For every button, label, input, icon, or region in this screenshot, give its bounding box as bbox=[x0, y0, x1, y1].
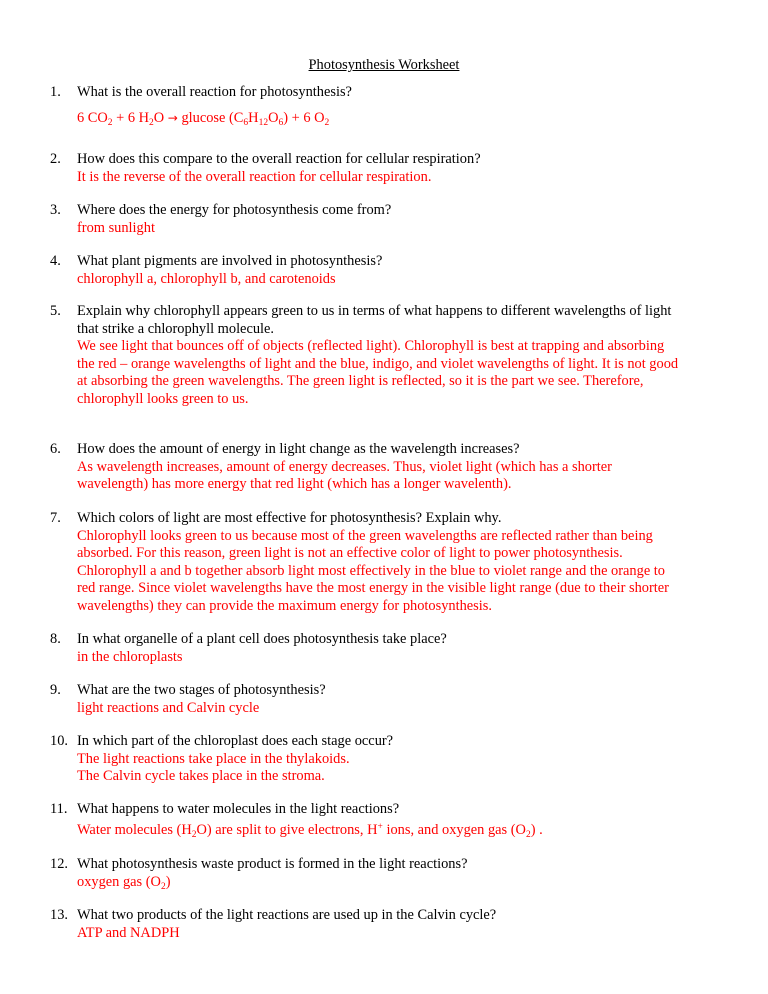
answer-line: The Calvin cycle takes place in the stroma. bbox=[77, 768, 325, 785]
answer-line: We see light that bounces off of objects (reflected light). Chlorophyll is best at trapping and absorbing bbox=[77, 338, 665, 355]
answer-line: absorbed. For this reason, green light is not an effective color of light to power photosynthesis. bbox=[77, 545, 623, 562]
question-text: that strike a chlorophyll molecule. bbox=[77, 320, 275, 337]
question-number: 1. bbox=[50, 84, 61, 100]
question-text: What happens to water molecules in the light reactions? bbox=[77, 801, 400, 817]
answer-line: the red – orange wavelengths of light and the blue, indigo, and violet wavelengths of light. It is not good bbox=[77, 355, 679, 372]
answer-line: Chlorophyll a and b together absorb light most effectively in the blue to violet range and the orange to bbox=[77, 562, 665, 579]
question-number: 9. bbox=[50, 682, 61, 698]
question-1 bbox=[50, 84, 750, 127]
question-number: 2. bbox=[50, 151, 61, 167]
question-text: How does this compare to the overall reaction for cellular respiration? bbox=[77, 151, 481, 167]
question-text: Which colors of light are most effective for photosynthesis? Explain why. bbox=[77, 510, 502, 526]
answer-text: Water molecules $(H_2O)$ are split to give electrons, H+ ions, and oxygen gas $(O_2)$ . bbox=[77, 821, 543, 840]
question-number: 3. bbox=[50, 202, 61, 218]
question-number: 4. bbox=[50, 253, 61, 269]
answer-text: in the chloroplasts bbox=[77, 648, 183, 665]
question-10 bbox=[50, 733, 750, 786]
answer-line: chlorophyll looks green to us. bbox=[77, 390, 249, 407]
question-8 bbox=[50, 631, 750, 666]
answer-line: The light reactions take place in the thylakoids. bbox=[77, 750, 350, 767]
question-number: 10. bbox=[50, 733, 68, 749]
question-3 bbox=[50, 202, 750, 237]
question-4 bbox=[50, 253, 750, 288]
answer-line: wavelength) has more energy that red light (which has a longer wavelenth). bbox=[77, 476, 512, 493]
question-7 bbox=[50, 510, 750, 616]
question-number: 13. bbox=[50, 907, 68, 923]
question-text: What two products of the light reactions are used up in the Calvin cycle? bbox=[77, 907, 497, 923]
answer-line: at absorbing the green wavelengths. The green light is reflected, so it is the part we see. Therefore, bbox=[77, 373, 644, 390]
question-number: 12. bbox=[50, 856, 68, 872]
question-13 bbox=[50, 907, 750, 942]
question-number: 7. bbox=[50, 510, 61, 526]
answer-equation: 6 $CO_2 + 6$ $H_2O \to glucose$ $(C_6H_{12}O_6) + 6$ $O_2$ bbox=[77, 109, 330, 128]
answer-line: wavelengths) they can provide the maximum energy for photosynthesis. bbox=[77, 597, 492, 614]
question-text: What plant pigments are involved in photosynthesis? bbox=[77, 253, 383, 269]
question-text: In what organelle of a plant cell does photosynthesis take place? bbox=[77, 631, 447, 647]
answer-text: It is the reverse of the overall reaction for cellular respiration. bbox=[77, 168, 432, 185]
question-12 bbox=[50, 856, 750, 891]
answer-text: ATP and NADPH bbox=[77, 924, 180, 941]
arrow-icon: → bbox=[167, 110, 178, 125]
question-text: In which part of the chloroplast does each stage occur? bbox=[77, 733, 394, 749]
question-9 bbox=[50, 682, 750, 717]
question-11 bbox=[50, 801, 750, 839]
answer-text: from sunlight bbox=[77, 219, 155, 236]
answer-text: chlorophyll a, chlorophyll b, and carotenoids bbox=[77, 270, 336, 287]
question-number: 5. bbox=[50, 303, 61, 319]
question-number: 11. bbox=[50, 801, 68, 817]
answer-text: light reactions and Calvin cycle bbox=[77, 699, 260, 716]
question-text: What photosynthesis waste product is formed in the light reactions? bbox=[77, 856, 468, 872]
question-number: 8. bbox=[50, 631, 61, 647]
question-text: What is the overall reaction for photosynthesis? bbox=[77, 84, 352, 100]
question-text: How does the amount of energy in light change as the wavelength increases? bbox=[77, 441, 520, 457]
question-number: 6. bbox=[50, 441, 61, 457]
question-2 bbox=[50, 151, 750, 186]
question-text: What are the two stages of photosynthesis? bbox=[77, 682, 326, 698]
question-5 bbox=[50, 303, 750, 409]
question-6 bbox=[50, 441, 750, 494]
answer-line: As wavelength increases, amount of energy decreases. Thus, violet light (which has a shorter bbox=[77, 458, 612, 475]
answer-text: oxygen gas $(O_2)$ bbox=[77, 873, 171, 892]
question-text: Where does the energy for photosynthesis come from? bbox=[77, 202, 392, 218]
answer-line: red range. Since violet wavelengths have the most energy in the visible light range (due to their shorter bbox=[77, 580, 669, 597]
page-title: Photosynthesis Worksheet bbox=[308, 57, 460, 73]
question-text: Explain why chlorophyll appears green to us in terms of what happens to different wavelengths of light bbox=[77, 303, 672, 319]
answer-line: Chlorophyll looks green to us because most of the green wavelengths are reflected rather than being bbox=[77, 527, 653, 544]
